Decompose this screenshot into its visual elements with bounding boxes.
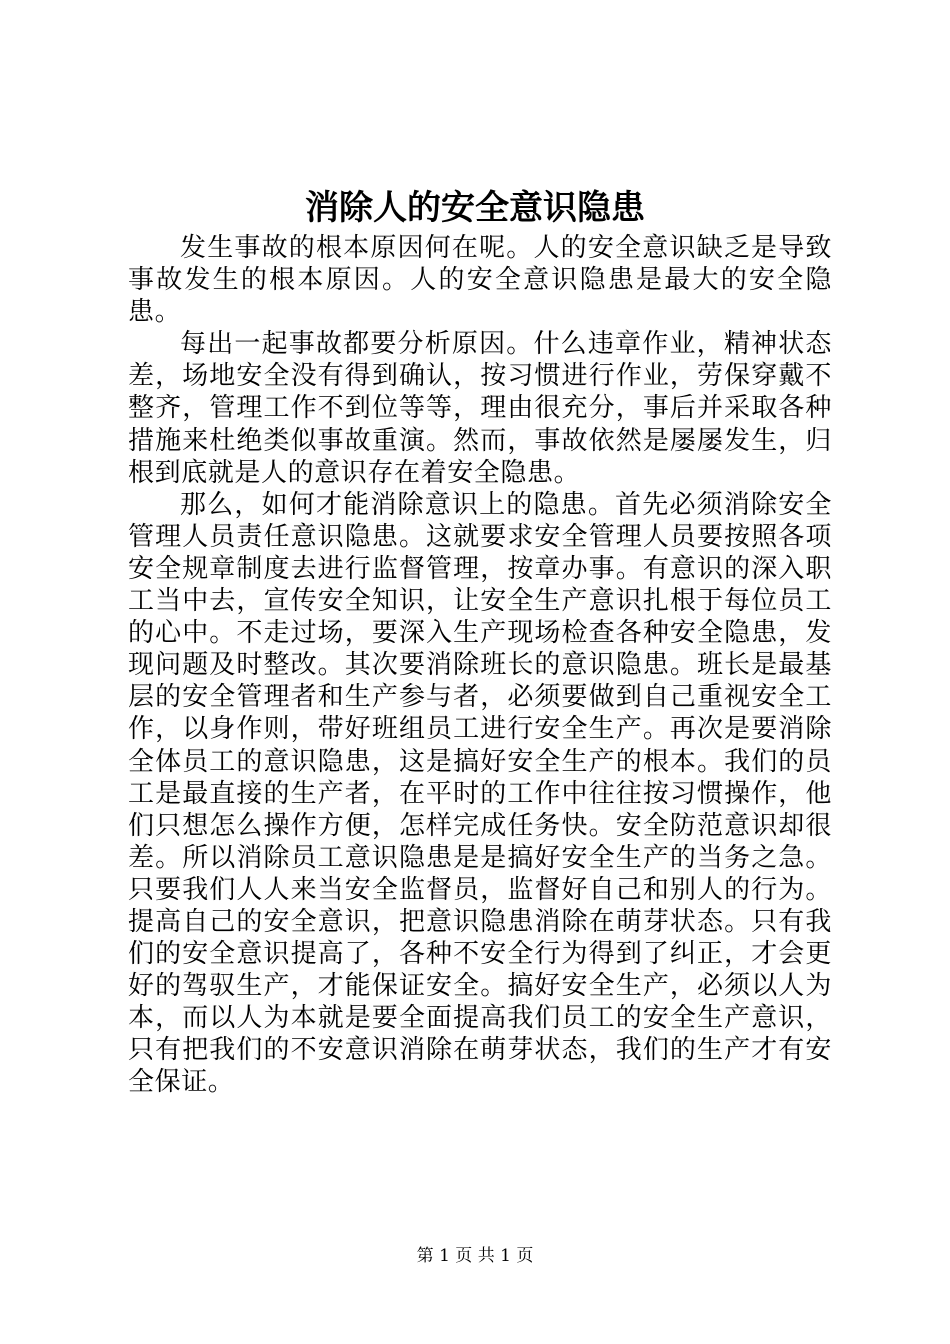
paragraph-3: 那么，如何才能消除意识上的隐患。首先必须消除安全管理人员责任意识隐患。这就要求安全管理人员要按照各项安全规章制度去进行监督管理，按章办事。有意识的深入职工当中去，宣传安全知识，让安全生产意识扎根于每位员工的心中。不走过场，要深入生产现场检查各种安全隐患，发现问题及时整改。其次要消除班长的意识隐患。班长是最基层的安全管理者和生产参与者，必须要做到自己重视安全工作，以身作则，带好班组员工进行安全生产。再次是要消除全体员工的意识隐患，这是搞好安全生产的根本。我们的员工是最直接的生产者，在平时的工作中往往按习惯操作，他们只想怎么操作方便，怎样完成任务快。安全防范意识却很差。所以消除员工意识隐患是是搞好安全生产的当务之急。只要我们人人来当安全监督员，监督好自己和别人的行为。提高自己的安全意识，把意识隐患消除在萌芽状态。只有我们的安全意识提高了，各种不安全行为得到了纠正，才会更好的驾驭生产，才能保证安全。搞好安全生产，必须以人为本，而以人为本就是要全面提高我们员工的安全生产意识，只有把我们的不安意识消除在萌芽状态，我们的生产才有安全保证。 xyxy=(128,489,832,1098)
document-title: 消除人的安全意识隐患 xyxy=(305,188,645,228)
paragraph-1: 发生事故的根本原因何在呢。人的安全意识缺乏是导致事故发生的根本原因。人的安全意识隐患是最大的安全隐患。 xyxy=(128,233,832,328)
document-body xyxy=(128,232,832,1099)
page-number-footer: 第 1 页 共 1 页 xyxy=(416,1246,534,1266)
paragraph-2: 每出一起事故都要分析原因。什么违章作业，精神状态差，场地安全没有得到确认，按习惯进行作业，劳保穿戴不整齐，管理工作不到位等等，理由很充分，事后并采取各种措施来杜绝类似事故重演。然而，事故依然是屡屡发生，归根到底就是人的意识存在着安全隐患。 xyxy=(128,329,832,488)
